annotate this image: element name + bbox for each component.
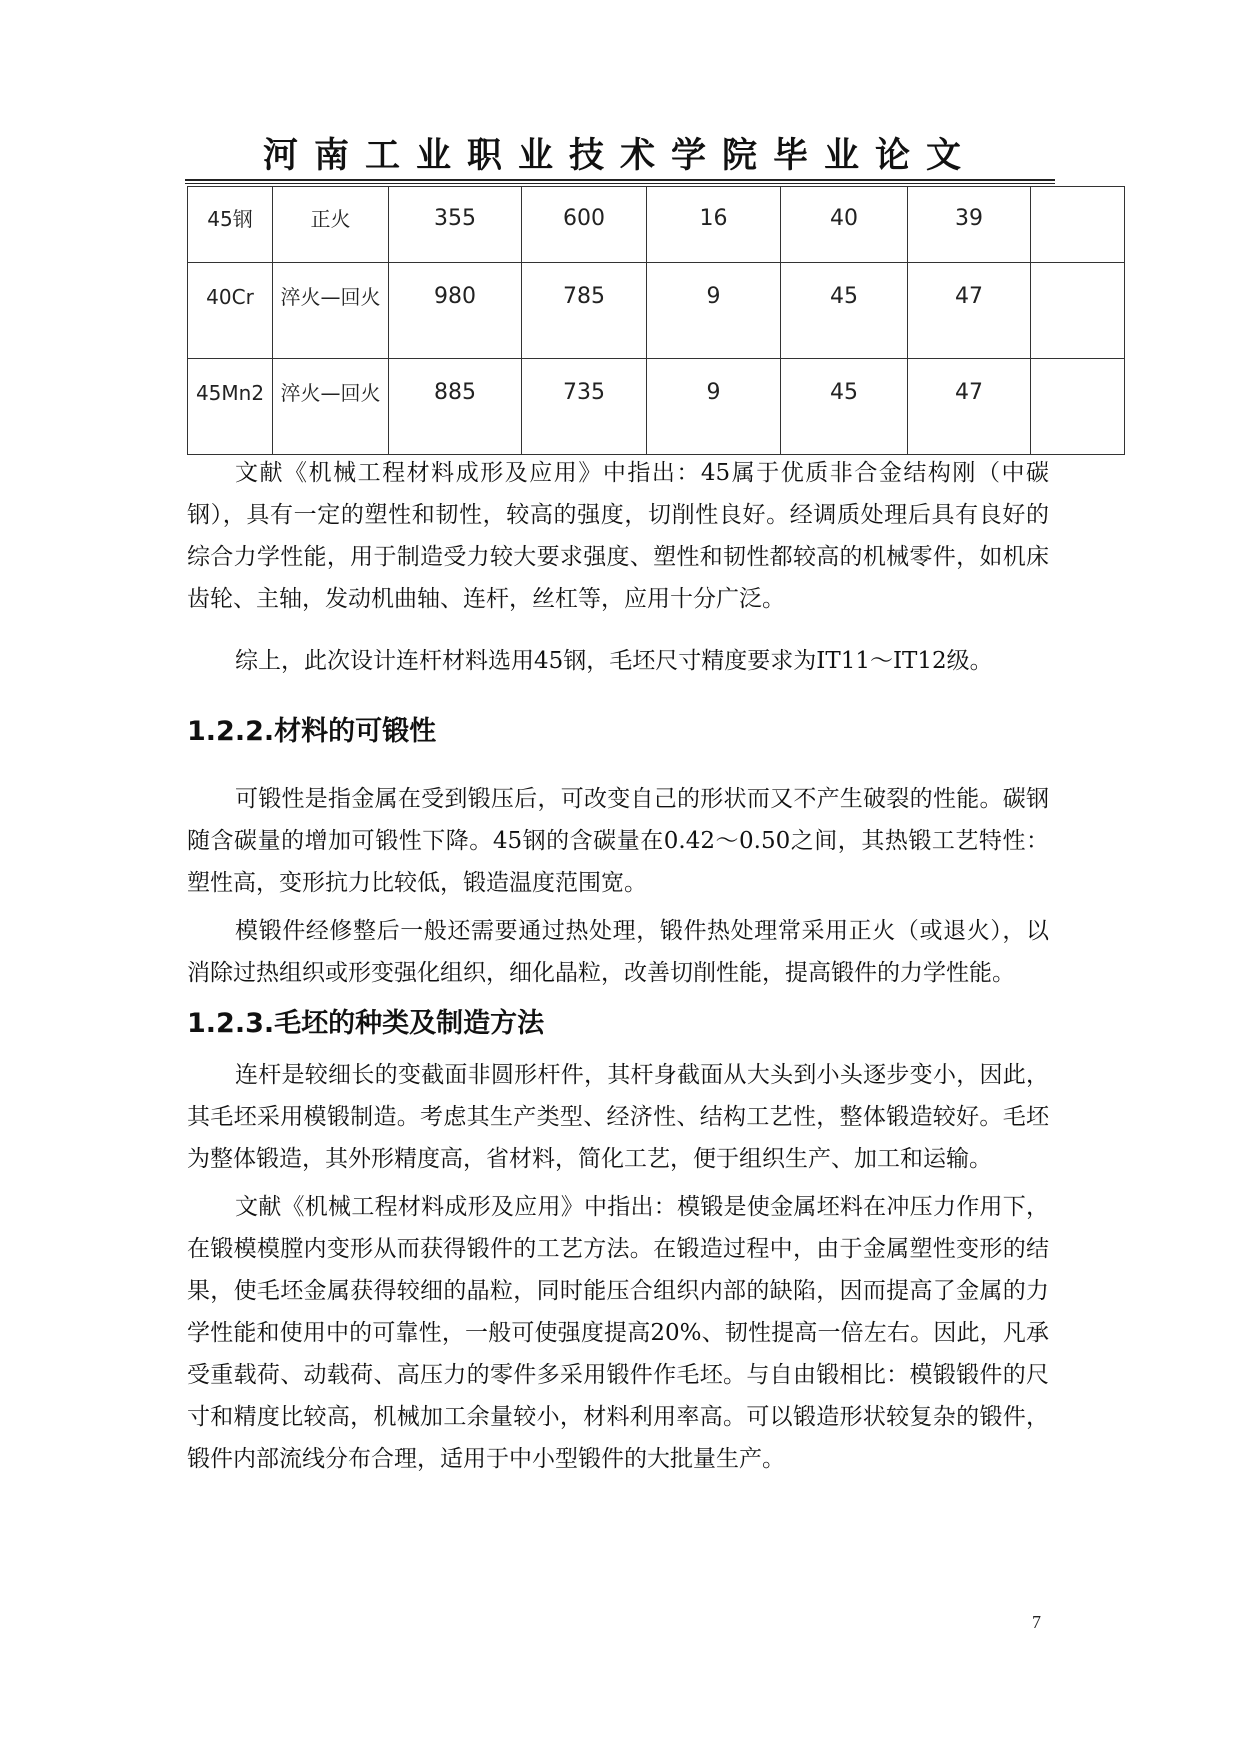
paragraph: 文献《机械工程材料成形及应用》中指出：模锻是使金属坯料在冲压力作用下，在锻模模膛内变形从而获得锻件的工艺方法。在锻造过程中，由于金属塑性变形的结果，使毛坯金属获得较细的晶粒，同时能压合组织内部的缺陷，因而提高了金属的力学性能和使用中的可靠性，一般可使强度提高20%、韧性提高一倍左右。因此，凡承受重载荷、动载荷、高压力的零件多采用锻件作毛坯。与自由锻相比：模锻锻件的尺寸和精度比较高，机械加工余量较小，材料利用率高。可以锻造形状较复杂的锻件，锻件内部流线分布合理，适用于中小型锻件的大批量生产。: [187, 1194, 1049, 1472]
material-cell: 40Cr: [188, 263, 273, 359]
value-cell: 39: [908, 187, 1031, 263]
paragraph: 模锻件经修整后一般还需要通过热处理，锻件热处理常采用正火（或退火），以消除过热组织或形变强化组织，细化晶粒，改善切削性能，提高锻件的力学性能。: [187, 918, 1049, 986]
value-cell: 355: [389, 187, 522, 263]
value-cell: 16: [647, 187, 781, 263]
page-number: 7: [1032, 1612, 1041, 1632]
value-cell: 735: [522, 359, 647, 455]
paragraph: 综上，此次设计连杆材料选用45钢，毛坯尺寸精度要求为IT11～IT12级。: [235, 648, 993, 674]
value-cell: 47: [908, 263, 1031, 359]
material-cell: 45Mn2: [188, 359, 273, 455]
value-cell: 45: [781, 359, 908, 455]
treatment-cell: 淬火—回火: [273, 359, 389, 455]
empty-cell: [1031, 187, 1125, 263]
table-row: [188, 187, 1125, 263]
value-cell: 885: [389, 359, 522, 455]
table-row: [188, 263, 1125, 359]
material-properties-table: [187, 186, 1125, 455]
value-cell: 45: [781, 263, 908, 359]
section-heading: 1.2.2.材料的可锻性: [187, 716, 437, 747]
header-rule-thick: [185, 179, 1055, 181]
value-cell: 600: [522, 187, 647, 263]
treatment-cell: 正火: [273, 187, 389, 263]
paragraph: 文献《机械工程材料成形及应用》中指出：45属于优质非合金结构刚（中碳钢），具有一定的塑性和韧性，较高的强度，切削性良好。经调质处理后具有良好的综合力学性能，用于制造受力较大要求强度、塑性和韧性都较高的机械零件，如机床齿轮、主轴，发动机曲轴、连杆，丝杠等，应用十分广泛。: [187, 460, 1049, 612]
value-cell: 9: [647, 359, 781, 455]
paragraph: 可锻性是指金属在受到锻压后，可改变自己的形状而又不产生破裂的性能。碳钢随含碳量的增加可锻性下降。45钢的含碳量在0.42～0.50之间，其热锻工艺特性：塑性高，变形抗力比较低，锻造温度范围宽。: [187, 786, 1049, 896]
document-body: [187, 452, 1049, 1480]
material-cell: 45钢: [188, 187, 273, 263]
header-title: 河南工业职业技术学院毕业论文: [262, 136, 977, 176]
paragraph: 连杆是较细长的变截面非圆形杆件，其杆身截面从大头到小头逐步变小，因此，其毛坯采用模锻制造。考虑其生产类型、经济性、结构工艺性，整体锻造较好。毛坯为整体锻造，其外形精度高，省材料，简化工艺，便于组织生产、加工和运输。: [187, 1062, 1049, 1172]
header-rule-thin: [185, 183, 1055, 184]
value-cell: 40: [781, 187, 908, 263]
page-header: [185, 128, 1055, 186]
value-cell: 980: [389, 263, 522, 359]
value-cell: 47: [908, 359, 1031, 455]
value-cell: 9: [647, 263, 781, 359]
table-row: [188, 359, 1125, 455]
empty-cell: [1031, 263, 1125, 359]
value-cell: 785: [522, 263, 647, 359]
empty-cell: [1031, 359, 1125, 455]
section-heading: 1.2.3.毛坯的种类及制造方法: [187, 1008, 545, 1039]
treatment-cell: 淬火—回火: [273, 263, 389, 359]
